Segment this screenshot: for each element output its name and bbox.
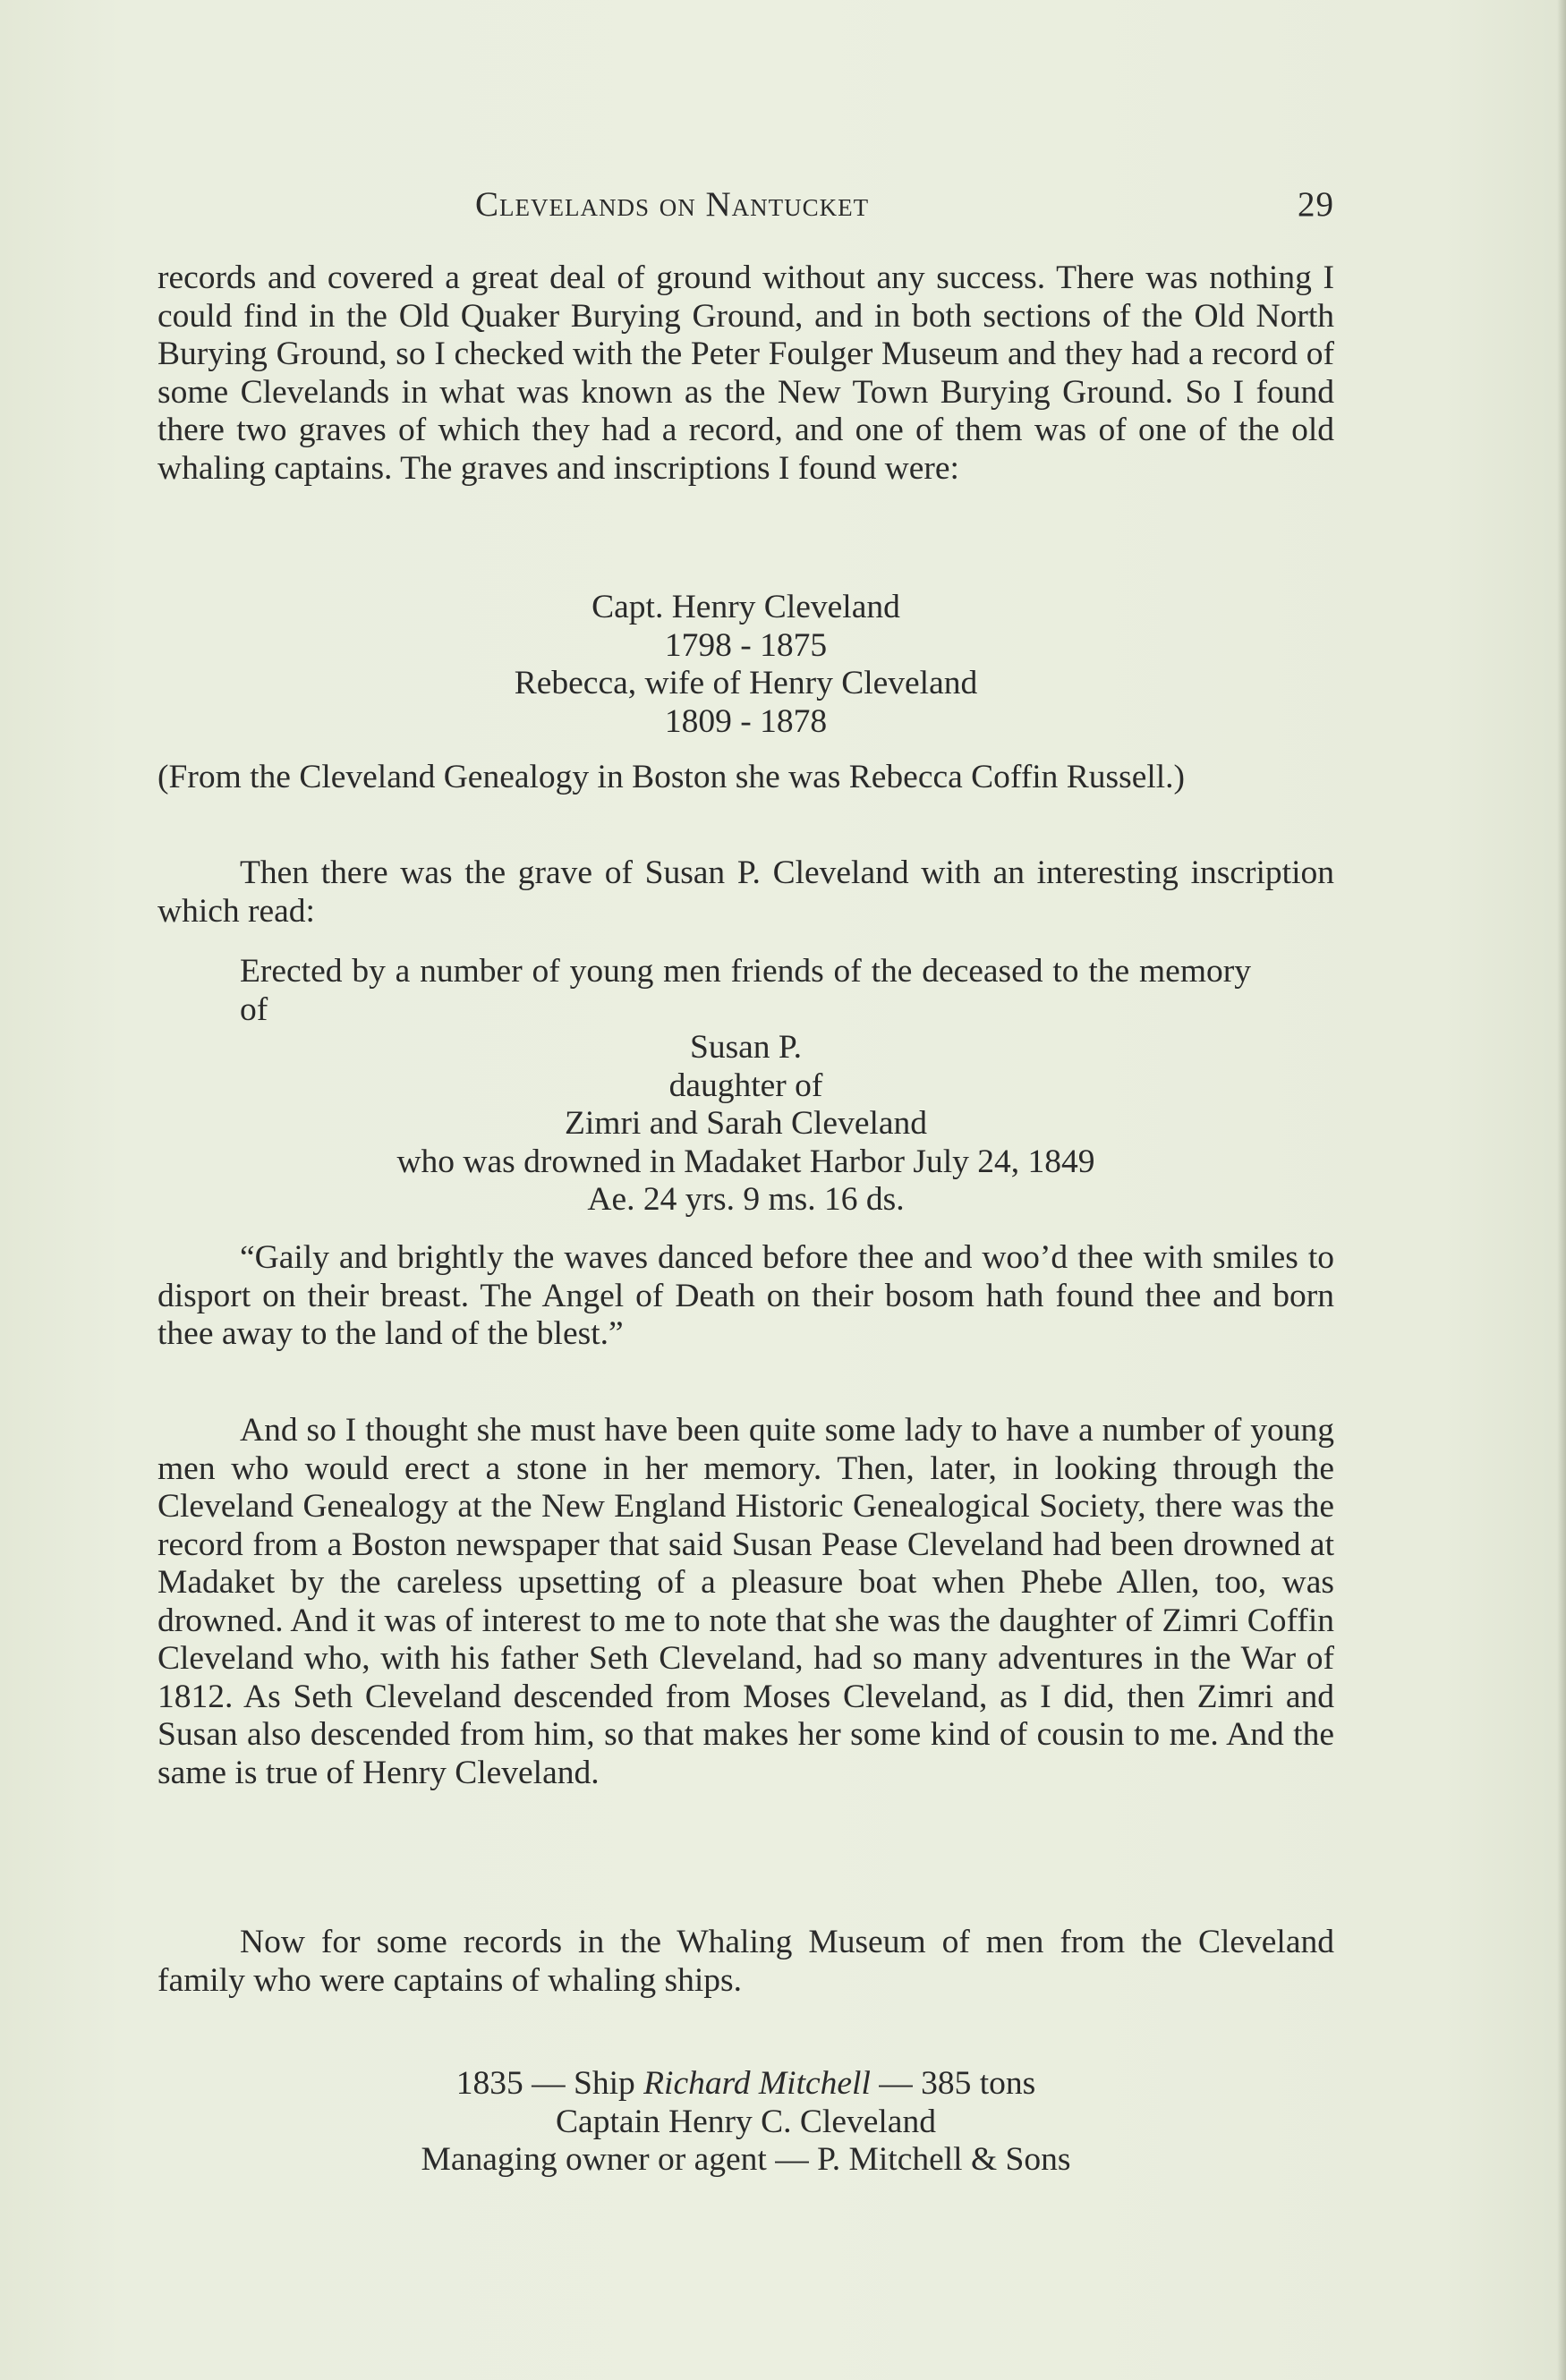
grave-inscriptions [157,589,1334,741]
grave-line: 1798 - 1875 [664,626,828,664]
susan-inscription [157,1029,1334,1220]
paragraph-intro: records and covered a great deal of ground without any success. There was nothing I could find in the Old Quaker Burying Ground, and in both sections of the Old North Burying Ground, so I checked with the Peter Foulger Museum and they had a record of some Clevelands in what was known as the New Town Burying Ground. So I found there two graves of which they had a record, and one of them was of one of the old whaling captains. The graves and inscriptions I found were: [157,259,1334,487]
ship-record-line [157,2065,1334,2104]
paragraph-discussion: And so I thought she must have been quite some lady to have a number of young men who would erect a stone in her memory. Then, later, in looking through the Cleveland Genealogy at the New England Historic Genealogical Society, there was the record from a Boston newspaper that said Susan Pease Cleveland had been drowned at Madaket by the careless upsetting of a pleasure boat when Phebe Allen, too, was drowned. And it was of interest to me to note that she was the daughter of Zimri Coffin Cleveland who, with his father Seth Cleveland, had so many adventures in the War of 1812. As Seth Cleveland descended from Moses Cleveland, as I did, then Zimri and Susan also descended from him, so that makes her some kind of cousin to me. And the same is true of Henry Cleveland. [157,1412,1334,1791]
ship-name: Richard Mitchell [643,2065,871,2102]
ship-tonnage: — 385 tons [870,2065,1036,2102]
inscription-line: who was drowned in Madaket Harbor July 24, 1849 [396,1143,1095,1180]
paragraph-epitaph-verse: “Gaily and brightly the waves danced before thee and woo’d thee with smiles to disport on their breast. The Angel of Death on their bosom hath found thee and born thee away to the land of the blest.” [157,1239,1334,1352]
inscription-line: daughter of [668,1067,823,1104]
page-number: 29 [1298,185,1334,224]
grave-line: Rebecca, wife of Henry Cleveland [514,665,978,701]
paragraph-whaling-records: Now for some records in the Whaling Museum of men from the Cleveland family who were captains of whaling ships. [157,1924,1334,1999]
ship-record [157,2065,1334,2180]
page-edge-shadow [1557,0,1566,2380]
grave-line: Capt. Henry Cleveland [592,589,900,625]
grave-line: 1809 - 1878 [664,702,828,740]
inscription-line: Ae. 24 yrs. 9 ms. 16 ds. [587,1181,905,1218]
ship-record-year: 1835 — Ship [455,2065,644,2102]
running-title: Clevelands on Nantucket [475,185,870,224]
inscription-intro: Erected by a number of young men friends of the deceased to the memory of [240,953,1251,1028]
inscription-line: Susan P. [689,1029,803,1066]
ship-captain: Captain Henry C. Cleveland [556,2103,936,2140]
page-header [157,184,1334,229]
ship-owner: Managing owner or agent — P. Mitchell & Sons [421,2141,1071,2178]
inscription-line: Zimri and Sarah Cleveland [564,1105,928,1142]
paragraph-genealogy-note: (From the Cleveland Genealogy in Boston she was Rebecca Coffin Russell.) [157,759,1186,795]
paragraph-susan-intro: Then there was the grave of Susan P. Cleveland with an interesting inscription which read: [157,854,1334,930]
